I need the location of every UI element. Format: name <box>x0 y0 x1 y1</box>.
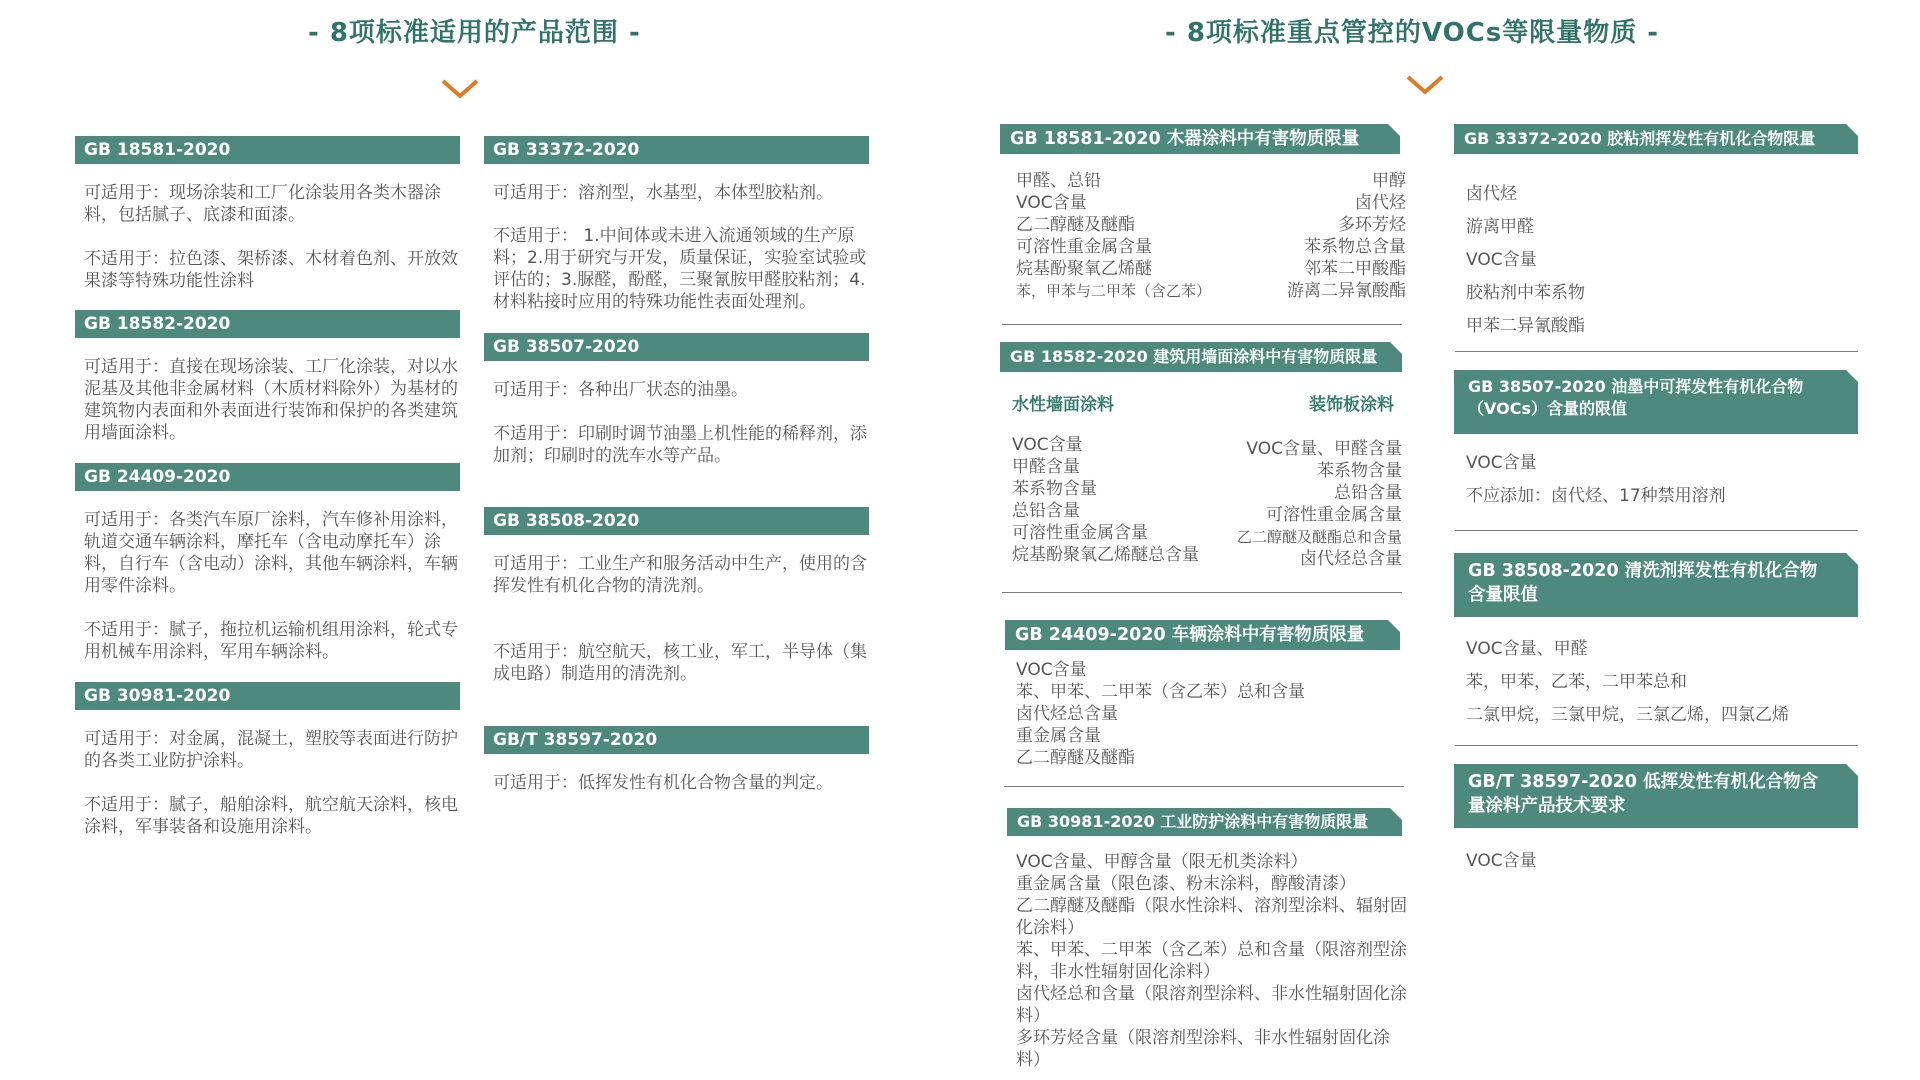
divider <box>1002 592 1402 593</box>
excludes-text: 不适用于：腻子，拖拉机运输机组用涂料，轮式专用机械车用涂料，军用车辆涂料。 <box>84 620 458 662</box>
limit-item: 烷基酚聚氧乙烯醚总含量 <box>1012 545 1199 565</box>
applies-text: 可适用于：各种出厂状态的油墨。 <box>493 380 748 400</box>
limit-item: 游离甲醛 <box>1466 217 1534 237</box>
limit-header-gb38507: GB 38507-2020 油墨中可挥发性有机化合物（VOCs）含量的限值 <box>1454 370 1858 434</box>
limit-item: 总铅含量 <box>1334 483 1402 503</box>
limit-item: VOC含量 <box>1016 660 1087 680</box>
limit-item: 苯、甲苯、二甲苯（含乙苯）总和含量 <box>1016 682 1305 702</box>
limit-item: 乙二醇醚及醚酯总和含量 <box>1236 528 1402 546</box>
standard-header-gb38507: GB 38507-2020 <box>484 333 869 361</box>
limit-item: 甲苯二异氰酸酯 <box>1466 316 1585 336</box>
standard-header-gb38508: GB 38508-2020 <box>484 507 869 535</box>
limit-item: 苯系物含量 <box>1012 479 1097 499</box>
limit-item: VOC含量 <box>1012 435 1083 455</box>
applies-text: 可适用于：工业生产和服务活动中生产，使用的含挥发性有机化合物的清洗剂。 <box>493 554 867 596</box>
excludes-text: 不适用于：航空航天，核工业，军工，半导体（集成电路）制造用的清洗剂。 <box>493 642 867 684</box>
limit-item: 邻苯二甲酸酯 <box>1304 259 1406 279</box>
limit-header-gb30981: GB 30981-2020 工业防护涂料中有害物质限量 <box>1007 808 1402 836</box>
limit-item: 多环芳烃含量（限溶剂型涂料、非水性辐射固化涂料） <box>1016 1028 1390 1070</box>
applies-text: 可适用于：溶剂型，水基型，本体型胶粘剂。 <box>493 183 833 203</box>
limit-item: 胶粘剂中苯系物 <box>1466 283 1585 303</box>
limit-header-gb18581: GB 18581-2020 木器涂料中有害物质限量 <box>1000 124 1400 154</box>
excludes-text: 不适用于：腻子，船舶涂料，航空航天涂料，核电涂料，军事装备和设施用涂料。 <box>84 795 458 837</box>
chevron-down-icon <box>1405 74 1445 96</box>
limit-item: 乙二醇醚及醚酯 <box>1016 748 1135 768</box>
limit-item: 多环芳烃 <box>1338 215 1406 235</box>
standard-header-gb33372: GB 33372-2020 <box>484 136 869 164</box>
right-section-title: - 8项标准重点管控的VOCs等限量物质 - <box>1165 18 1660 48</box>
applies-text: 可适用于：直接在现场涂装、工厂化涂装，对以水泥基及其他非金属材料（木质材料除外）为基材的建筑物内表面和外表面进行装饰和保护的各类建筑用墙面涂料。 <box>84 357 458 443</box>
limit-item: VOC含量 <box>1466 453 1537 473</box>
limit-header-gb33372: GB 33372-2020 胶粘剂挥发性有机化合物限量 <box>1454 124 1858 154</box>
limit-item: 可溶性重金属含量 <box>1016 237 1152 257</box>
divider <box>1455 530 1858 531</box>
limit-header-gb24409: GB 24409-2020 车辆涂料中有害物质限量 <box>1005 620 1400 650</box>
standard-header-gb18581: GB 18581-2020 <box>75 136 460 164</box>
divider <box>1455 351 1858 352</box>
limit-item: 重金属含量（限色漆、粉末涂料，醇酸清漆） <box>1016 874 1356 894</box>
limit-item: 甲醛、总铅 <box>1016 171 1101 191</box>
limit-item: 苯、甲苯、二甲苯（含乙苯）总和含量（限溶剂型涂料，非水性辐射固化涂料） <box>1016 940 1407 982</box>
limit-item: 甲醛含量 <box>1012 457 1080 477</box>
limit-header-gbt38597: GB/T 38597-2020 低挥发性有机化合物含量涂料产品技术要求 <box>1454 764 1858 828</box>
standard-header-gb24409: GB 24409-2020 <box>75 463 460 491</box>
limit-item: 重金属含量 <box>1016 726 1101 746</box>
chevron-down-icon <box>440 78 480 100</box>
subheading-decorative-board: 装饰板涂料 <box>1309 395 1394 415</box>
limit-item: VOC含量 <box>1016 193 1087 213</box>
divider <box>1002 324 1402 325</box>
limit-item: 烷基酚聚氧乙烯醚 <box>1016 259 1152 279</box>
standard-header-gbt38597: GB/T 38597-2020 <box>484 726 869 754</box>
excludes-text: 不适用于：拉色漆、架桥漆、木材着色剂、开放效果漆等特殊功能性涂料 <box>84 249 458 291</box>
limit-item: 乙二醇醚及醚酯（限水性涂料、溶剂型涂料、辐射固化涂料） <box>1016 896 1407 938</box>
limit-item: 苯，甲苯与二甲苯（含乙苯） <box>1016 282 1212 300</box>
limit-item: 可溶性重金属含量 <box>1266 505 1402 525</box>
limit-item: 游离二异氰酸酯 <box>1287 281 1406 301</box>
limit-header-gb18582: GB 18582-2020 建筑用墙面涂料中有害物质限量 <box>1000 342 1402 372</box>
excludes-text: 不适用于： 1.中间体或未进入流通领域的生产原料；2.用于研究与开发，质量保证，实验室试验或评估的；3.脲醛，酚醛，三聚氰胺甲醛胶粘剂；4.材料粘接时应用的特殊功能性表面处理剂。 <box>493 226 867 312</box>
left-section-title: - 8项标准适用的产品范围 - <box>308 18 641 48</box>
applies-text: 可适用于：各类汽车原厂涂料，汽车修补用涂料，轨道交通车辆涂料，摩托车（含电动摩托车）涂料，自行车（含电动）涂料，其他车辆涂料，车辆用零件涂料。 <box>84 510 458 596</box>
limit-item: 苯，甲苯，乙苯，二甲苯总和 <box>1466 672 1687 692</box>
limit-item: VOC含量 <box>1466 851 1537 871</box>
subheading-water-based: 水性墙面涂料 <box>1012 395 1114 415</box>
divider <box>1004 786 1404 787</box>
limit-item: 卤代烃总含量 <box>1016 704 1118 724</box>
limit-item: VOC含量 <box>1466 250 1537 270</box>
limit-item: 卤代烃 <box>1355 193 1406 213</box>
limit-item: 不应添加：卤代烃、17种禁用溶剂 <box>1466 486 1726 506</box>
limit-item: 卤代烃 <box>1466 184 1517 204</box>
limit-item: 甲醇 <box>1372 171 1406 191</box>
limit-item: VOC含量、甲醇含量（限无机类涂料） <box>1016 852 1308 872</box>
limit-item: 卤代烃总和含量（限溶剂型涂料、非水性辐射固化涂料） <box>1016 984 1407 1026</box>
applies-text: 可适用于：现场涂装和工厂化涂装用各类木器涂料，包括腻子、底漆和面漆。 <box>84 183 441 225</box>
divider <box>1455 745 1858 746</box>
limit-item: 卤代烃总含量 <box>1300 549 1402 569</box>
limit-item: 总铅含量 <box>1012 501 1080 521</box>
excludes-text: 不适用于：印刷时调节油墨上机性能的稀释剂，添加剂；印刷时的洗车水等产品。 <box>493 424 867 466</box>
standard-header-gb18582: GB 18582-2020 <box>75 310 460 338</box>
limit-item: VOC含量、甲醛含量 <box>1246 439 1402 459</box>
applies-text: 可适用于：低挥发性有机化合物含量的判定。 <box>493 773 833 793</box>
limit-item: 苯系物总含量 <box>1304 237 1406 257</box>
limit-item: VOC含量、甲醛 <box>1466 639 1588 659</box>
limit-item: 乙二醇醚及醚酯 <box>1016 215 1135 235</box>
limit-item: 二氯甲烷，三氯甲烷，三氯乙烯，四氯乙烯 <box>1466 705 1789 725</box>
limit-item: 苯系物含量 <box>1317 461 1402 481</box>
limit-header-gb38508: GB 38508-2020 清洗剂挥发性有机化合物含量限值 <box>1454 553 1858 617</box>
applies-text: 可适用于：对金属，混凝土，塑胶等表面进行防护的各类工业防护涂料。 <box>84 729 458 771</box>
standard-header-gb30981: GB 30981-2020 <box>75 682 460 710</box>
limit-item: 可溶性重金属含量 <box>1012 523 1148 543</box>
